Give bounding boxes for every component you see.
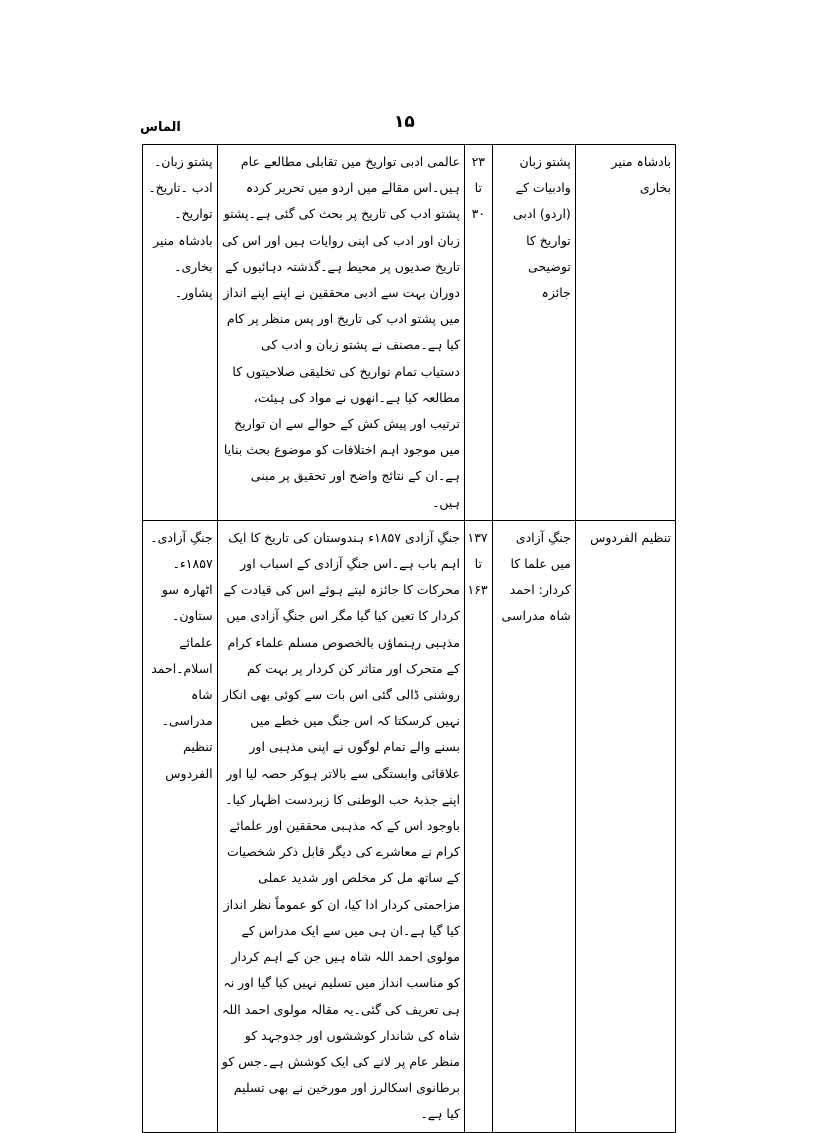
keywords-cell — [143, 520, 218, 1132]
keywords-cell — [143, 145, 218, 521]
page-to: ۳۰ — [471, 206, 486, 222]
keyword: جنگِ آزادی۔ — [150, 529, 213, 545]
keyword: تنظیم الفردوس — [165, 739, 213, 781]
article-index-table — [142, 144, 676, 1133]
pages-cell — [464, 145, 492, 521]
keyword: پشتو زبان۔ — [153, 154, 213, 169]
title-cell: جنگِ آزادی میں علما کا کردار: احمد شاہ مدراسی — [492, 520, 575, 1132]
keyword: ادب ۔تاریخ۔ — [148, 180, 213, 196]
summary-cell: جنگِ آزادی ۱۸۵۷ء ہندوستان کی تاریخ کا ایک اہم باب ہے۔اس جنگِ آزادی کے اسباب اور محرکات کا جائزہ لیتے ہوئے اس کی قیادت کے کردار کا تعین کیا گیا مگر اس جنگِ آزادی میں مذہبی رہنماؤں بالخصوص مسلم علماء کرام کے متحرک اور متاثر کن کردار پر بہت کم روشنی ڈالی گئی اس بات سے کوئی بھی انکار نہیں کرسکتا کہ اس جنگ میں خطے میں بسنے والے تمام لوگوں نے اپنی مذہبی اور علاقائی وابستگی سے بالاتر ہوکر حصہ لیا اور اپنے جذبۂ حب الوطنی کا زبردست اظہار کیا۔باوجود اس کے کہ مذہبی محققین اور علمائے کرام نے معاشرے کی دیگر قابل ذکر شخصیات کے ساتھ مل کر مخلص اور شدید عملی مزاحمتی کردار ادا کیا، ان کو عموماً نظر انداز کیا گیا ہے۔ان ہی میں سے ایک مدراس کے مولوی احمد اللہ شاہ ہیں جن کے اہم کردار کو مناسب انداز میں تسلیم نہیں کیا گیا اور نہ ہی تعریف کی گئی۔یہ مقالہ مولوی احمد اللہ شاہ کی شاندار کوششوں اور جدوجہد کو منظر عام پر لانے کی ایک کوشش ہے۔جس کو برطانوی اسکالرز اور مورخین نے بھی تسلیم کیا ہے۔ — [217, 520, 464, 1132]
page-from: ۱۳۷ — [467, 529, 488, 545]
keyword: ۱۸۵۷ء۔اٹھارہ سو ستاون۔علمائے اسلام۔احمد شاہ مدراسی۔ — [151, 556, 213, 729]
page-separator: تا — [474, 180, 482, 196]
table-row — [143, 520, 676, 1132]
table-row — [143, 145, 676, 521]
page-from: ۲۳ — [471, 154, 486, 169]
title-cell: پشتو زبان وادبیات کے (اردو) ادبی تواریخ کا توضیحی جائزہ — [492, 145, 575, 521]
pages-cell — [464, 520, 492, 1132]
page-to: ۱۶۳ — [467, 582, 488, 598]
summary-cell: عالمی ادبی تواریخ میں تقابلی مطالعے عام ہیں۔اس مقالے میں اردو میں تحریر کردہ پشتو ادب کی تاریخ پر بحث کی گئی ہے۔پشتو زبان اور ادب کی اپنی روایات ہیں اور اس کی تاریخ صدیوں پر محیط ہے۔گذشتہ دہائیوں کے دوران بہت سے ادبی محققین نے اپنے اپنے انداز میں پشتو ادب کی تاریخ اور پس منظر پر کام کیا ہے۔مصنف نے پشتو زبان و ادب کی دستیاب تمام تواریخ کی تخلیقی صلاحیتوں کا مطالعہ کیا ہے۔انھوں نے مواد کی ہیئت، ترتیب اور پیش کش کے حوالے سے ان تواریخ میں موجود اہم اختلافات کو موضوع بحث بنایا ہے۔ان کے نتائج واضح اور تحقیق پر مبنی ہیں۔ — [217, 145, 464, 521]
keyword: بادشاہ منیر بخاری۔ — [153, 232, 213, 274]
page-number: ۱۵ — [394, 112, 415, 132]
journal-name: الماس — [140, 120, 181, 135]
author-cell: بادشاہ منیر بخاری — [575, 145, 675, 521]
page-separator: تا — [474, 556, 482, 572]
keyword: پشاور۔ — [174, 285, 213, 301]
keyword: تواریخ۔ — [174, 206, 213, 222]
author-cell: تنظیم الفردوس — [575, 520, 675, 1132]
